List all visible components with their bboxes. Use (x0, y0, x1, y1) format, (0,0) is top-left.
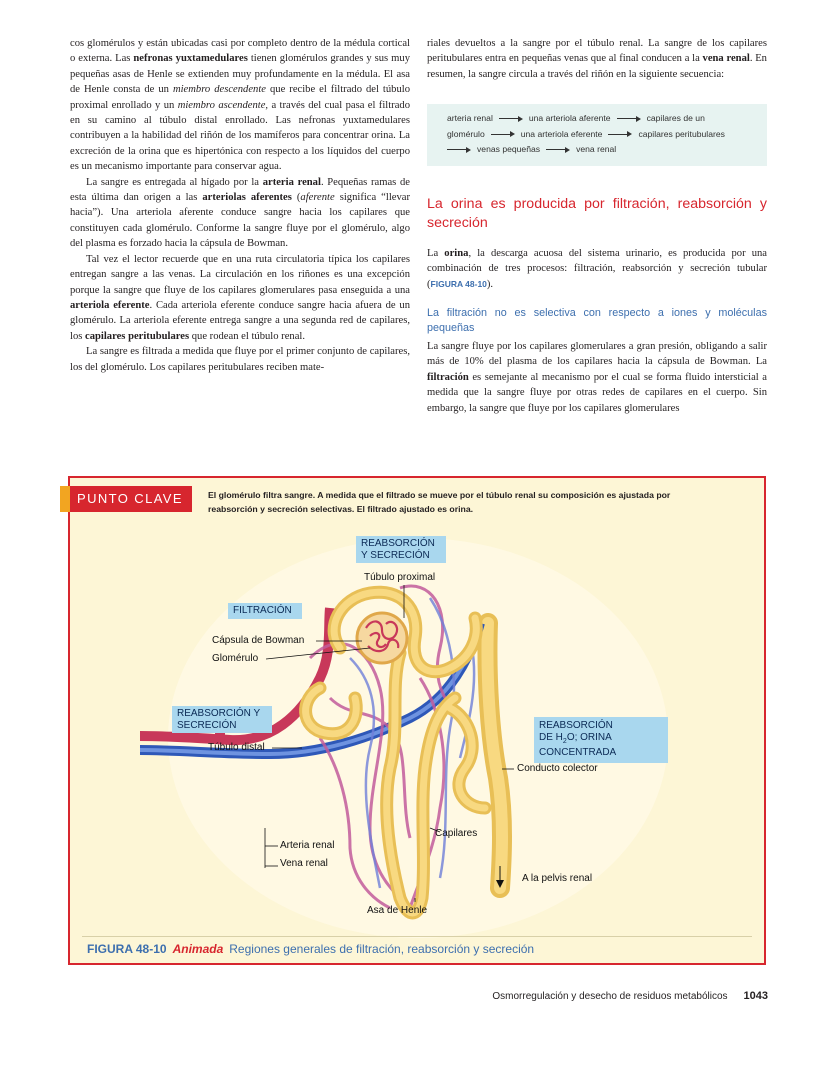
text-run: es semejante al mecanismo por el cual se forma fluido intersticial a medida que la sangre fluye por otras redes de capilares en el cuerpo. Sin embargo, la sangre que fluye por los capilares glomerulares (427, 371, 767, 414)
left-paragraph-4 (70, 344, 410, 375)
label-collecting-duct: Conducto colector (517, 763, 598, 774)
figure-caption: FIGURA 48-10 Animada Regiones generales de filtración, reabsorción y secreción (87, 942, 535, 956)
blood-flow-sequence (427, 104, 767, 166)
box-filtration: FILTRACIÓN (228, 603, 302, 619)
arrow-right-icon (447, 147, 471, 153)
text-run: Tal vez el lector recuerde que en una ruta circulatoria típica los capilares entregan sangre a las venas. La circulación en los riñones es una excepción porque la sangre que fluye de los capilares glomerulares pasa enseguida a una (70, 253, 410, 296)
chapter-title: Osmorregulación y desecho de residuos metabólicos (492, 991, 728, 1002)
left-paragraph-1 (70, 36, 410, 175)
sequence-line-3: venas pequeñas vena renal (447, 142, 753, 158)
label-glomerulus: Glomérulo (212, 653, 259, 664)
bold-term: vena renal (702, 53, 750, 65)
key-point-label: PUNTO CLAVE (77, 491, 183, 506)
text-run: La sangre es filtrada a medida que fluye por el primer conjunto de capilares, los del glomérulo. Los capilares peritubulares reciben mate- (70, 346, 410, 373)
page-footer (0, 990, 768, 1002)
text-run: a través del cual pasa el filtrado en su camino al túbulo distal enrollado. Las nefronas yuxtamedulares contribuyen a la habilidad del riñón de los mamíferos para concentrar orina. La excreción de la orina que es hipertónica con respecto a los líquidos del cuerpo es un mecanismo importante para conservar agua. (70, 99, 410, 173)
bold-term: arteria renal (262, 176, 321, 188)
page-number: 1043 (743, 990, 768, 1002)
key-point-text: El glomérulo filtra sangre. A medida que el filtrado se mueve por el túbulo renal su composición es ajustada por reabsorción y secreción selectivas. El filtrado ajustado es orina. (208, 490, 671, 514)
right-text-column (427, 36, 767, 416)
box-reabsorption-secretion-top: REABSORCIÓN Y SECRECIÓN (356, 536, 446, 563)
left-text-column (70, 36, 410, 375)
italic-term: aferente (300, 192, 335, 204)
arrow-right-icon (546, 147, 570, 153)
label-renal-vein: Vena renal (280, 858, 328, 869)
text-run: , la descarga acuosa del sistema urinario, es producida por una combinación de tres procesos: filtración, reabsorción y secreción tubular ( (427, 247, 768, 290)
bold-term: filtración (427, 371, 469, 383)
arrow-right-icon (499, 116, 523, 122)
bold-term: orina (444, 247, 469, 259)
label-proximal-tubule: Túbulo proximal (364, 572, 436, 583)
text-run: La sangre fluye por los capilares glomerulares a gran presión, obligando a salir más de 10% del plasma de los capilares hacia la cápsula de Bowman. La (427, 340, 767, 368)
label-capillaries: Capilares (435, 828, 478, 839)
subsection-heading: La filtración no es selectiva con respecto a iones y moléculas pequeñas (427, 306, 767, 335)
box-reabsorption-secretion-left: REABSORCIÓN Y SECRECIÓN (172, 706, 272, 733)
bold-term: capilares peritubulares (85, 330, 190, 342)
text-run: riales devueltos a la sangre por el túbulo renal. La sangre de los capilares peritubulares entra en pequeñas venas que al final conducen a la (427, 38, 767, 65)
text-run: que rodean el túbulo renal. (189, 330, 305, 342)
text-run: cos glomérulos y están ubicadas casi por completo dentro de la médula cortical o externa. Las (70, 38, 410, 65)
text-run: . Cada arteriola eferente conduce sangre hacia afuera de un glomérulo. La arteriola eferente entrega sangre a una segunda red de capilares, los (70, 299, 411, 342)
figure-48-10 (68, 476, 766, 965)
arrow-right-icon (491, 131, 515, 137)
label-distal-tubule: Túbulo distal (208, 742, 265, 753)
italic-term: miembro ascendente, (177, 99, 269, 111)
label-renal-pelvis: A la pelvis renal (522, 873, 593, 884)
bold-term: arteriolas aferentes (202, 192, 292, 204)
right-paragraph-2: La orina, la descarga acuosa del sistema urinario, es producida por una combinación de tres procesos: filtración, reabsorción y secreción tubular (FIGURA 48-10). (427, 247, 768, 290)
box-water-reabsorption: REABSORCIÓN DE $H_2O$; ORINA CONCENTRADA (534, 717, 668, 763)
text-run: significa “llevar hacia”). Una arteriola aferente conduce sangre hacia los capilares que constituyen cada glomérulo. Conforme la sangre fluye por el glomérulo, algo del plasma es forzado hacia la cápsula de Bowman. (70, 192, 411, 250)
bowmans-capsule (357, 613, 407, 663)
arrow-right-icon (617, 116, 641, 122)
label-loop-of-henle: Asa de Henle (367, 905, 428, 916)
sequence-line-2: glomérulo una arteriola eferente capilares peritubulares (447, 128, 725, 139)
right-paragraph-1 (427, 36, 767, 82)
figure-reference: FIGURA 48-10 (430, 278, 487, 289)
text-run: que recibe el filtrado del túbulo proximal enrollado y un (70, 84, 411, 111)
left-paragraph-2 (70, 175, 410, 252)
right-paragraph-3 (427, 339, 767, 416)
text-run: La (427, 247, 445, 259)
text-run: tienen glomérulos grandes y sus muy pequeñas asas de Henle se extienden muy profundamente en la médula. El asa de Henle consta de un (70, 53, 410, 96)
label-bowmans-capsule: Cápsula de Bowman (212, 635, 305, 646)
sequence-line-1: arteria renal una arteriola aferente capilares de un (447, 113, 705, 124)
figure-divider (82, 936, 752, 937)
bold-term: arteriola eferente (70, 299, 150, 311)
text-run: . En resumen, la sangre circula a través del riñón en la siguiente secuencia: (427, 53, 767, 80)
section-heading: La orina es producida por filtración, reabsorción y secreción (427, 195, 767, 231)
italic-term: miembro descendente (172, 84, 266, 96)
arrow-right-icon (608, 131, 632, 137)
animated-tag: Animada (172, 942, 224, 956)
text-run: La sangre es entregada al hígado por la (86, 176, 263, 188)
text-run: ( (291, 192, 301, 204)
bold-term: nefronas yuxtamedulares (133, 53, 248, 65)
text-run: . Pequeñas ramas de esta última dan origen a las (70, 176, 411, 204)
left-paragraph-3 (70, 252, 410, 344)
label-renal-artery: Arteria renal (280, 840, 335, 851)
